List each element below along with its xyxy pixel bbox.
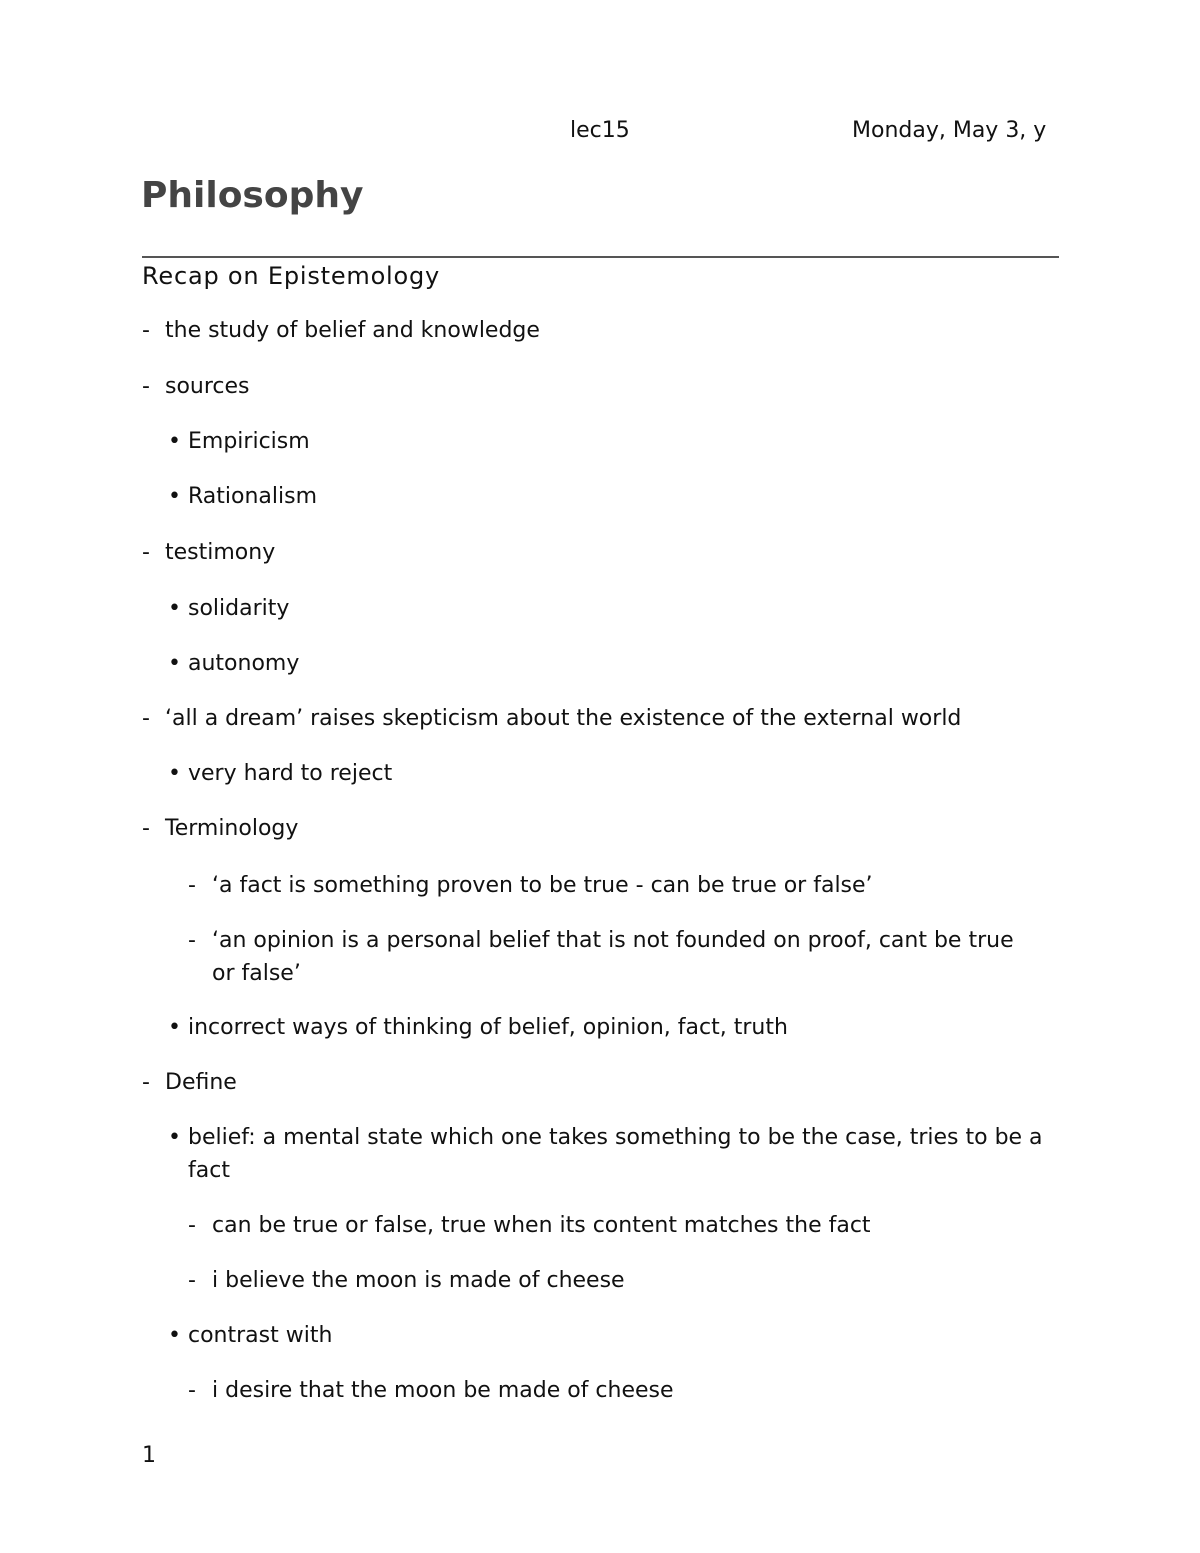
dash-marker: - — [188, 873, 196, 898]
list-item-text: solidarity — [188, 596, 290, 621]
dash-marker: - — [188, 1268, 196, 1293]
list-item — [188, 869, 1068, 902]
page-number: 1 — [142, 1443, 156, 1468]
list-item-text: Rationalism — [188, 484, 318, 509]
dash-marker: - — [188, 928, 196, 953]
list-item-text: very hard to reject — [188, 761, 393, 786]
list-item-text: i desire that the moon be made of cheese — [212, 1378, 674, 1403]
header-date: Monday, May 3, y — [852, 118, 1047, 143]
list-item — [142, 1066, 1022, 1099]
header-lecture-label: lec15 — [570, 118, 630, 143]
bullet-marker: • — [168, 429, 181, 454]
bullet-marker: • — [168, 761, 181, 786]
list-item-text: testimony — [165, 540, 276, 565]
list-item-text: Define — [165, 1070, 237, 1095]
dash-marker: - — [188, 1213, 196, 1238]
list-item-text: autonomy — [188, 651, 300, 676]
list-item-text: the study of belief and knowledge — [165, 318, 540, 343]
document-title: Philosophy — [141, 175, 364, 216]
list-item-text: Empiricism — [188, 429, 310, 454]
list-item-text: ‘a fact is something proven to be true - can be true or false’ — [212, 873, 873, 898]
list-item-text: ‘an opinion is a personal belief that is not founded on proof, cant be true or false’ — [212, 928, 1014, 986]
list-item — [142, 314, 1022, 347]
list-item — [142, 702, 1022, 735]
list-item — [188, 1264, 1068, 1297]
list-item — [142, 370, 1022, 403]
list-item — [168, 757, 1048, 790]
list-item — [168, 1121, 1048, 1187]
section-heading: Recap on Epistemology — [142, 262, 441, 290]
dash-marker: - — [142, 318, 150, 343]
list-item-text: can be true or false, true when its content matches the fact — [212, 1213, 871, 1238]
bullet-marker: • — [168, 1125, 181, 1150]
list-item-text: belief: a mental state which one takes something to be the case, tries to be a fact — [188, 1125, 1043, 1183]
list-item — [168, 1011, 1048, 1044]
bullet-marker: • — [168, 596, 181, 621]
list-item — [168, 425, 1048, 458]
dash-marker: - — [142, 374, 150, 399]
dash-marker: - — [142, 1070, 150, 1095]
list-item-text: i believe the moon is made of cheese — [212, 1268, 625, 1293]
title-divider — [142, 256, 1059, 258]
dash-marker: - — [142, 816, 150, 841]
list-item — [188, 1374, 1068, 1407]
list-item-text: ‘all a dream’ raises skepticism about the existence of the external world — [165, 706, 962, 731]
list-item-text: contrast with — [188, 1323, 333, 1348]
list-item — [188, 1209, 1068, 1242]
list-item — [142, 536, 1022, 569]
list-item — [168, 1319, 1048, 1352]
list-item — [168, 647, 1048, 680]
dash-marker: - — [142, 706, 150, 731]
list-item-text: Terminology — [165, 816, 299, 841]
list-item — [142, 812, 1022, 845]
list-item-text: sources — [165, 374, 250, 399]
list-item — [168, 592, 1048, 625]
bullet-marker: • — [168, 1015, 181, 1040]
dash-marker: - — [142, 540, 150, 565]
list-item — [188, 924, 1068, 990]
bullet-marker: • — [168, 1323, 181, 1348]
bullet-marker: • — [168, 651, 181, 676]
dash-marker: - — [188, 1378, 196, 1403]
list-item-text: incorrect ways of thinking of belief, opinion, fact, truth — [188, 1015, 788, 1040]
bullet-marker: • — [168, 484, 181, 509]
list-item — [168, 480, 1048, 513]
